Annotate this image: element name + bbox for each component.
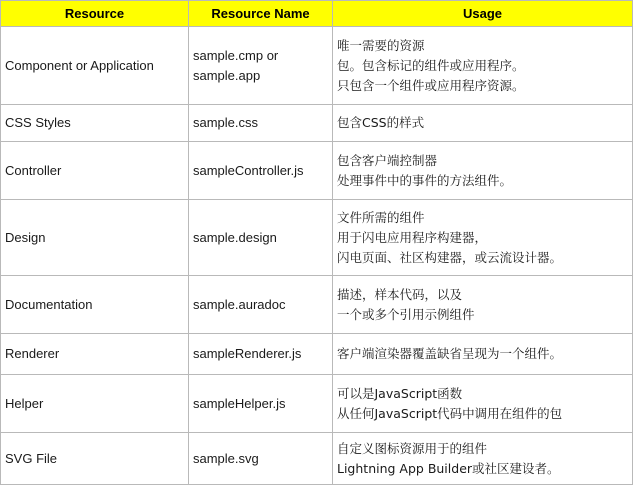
- resource-name-cell: [189, 433, 333, 485]
- table-row: [1, 142, 633, 200]
- resource-cell: SVG File: [1, 433, 189, 485]
- header-usage: Usage: [333, 1, 633, 27]
- resource-name-line: sample.css: [193, 115, 259, 130]
- usage-line: 包。包含标记的组件或应用程序。: [337, 57, 525, 73]
- resource-name-cell: [189, 200, 333, 276]
- usage-cell: [333, 105, 633, 142]
- resource-name-line: sample.auradoc: [193, 296, 286, 312]
- table-row: [1, 433, 633, 485]
- resource-cell: Documentation: [1, 276, 189, 334]
- usage-line: 可以是JavaScript函数: [337, 385, 463, 401]
- resource-name-line: sampleHelper.js: [193, 395, 286, 411]
- table-row: [1, 200, 633, 276]
- header-row: [1, 1, 633, 27]
- usage-cell: [333, 276, 633, 334]
- resource-name-cell: [189, 105, 333, 142]
- usage-line: 描述，样本代码，以及: [337, 286, 463, 302]
- resource-name-line: sample.app: [193, 67, 261, 83]
- resource-cell: Renderer: [1, 334, 189, 375]
- usage-cell: [333, 142, 633, 200]
- usage-line: 客户端渲染器覆盖缺省呈现为一个组件。: [337, 346, 563, 361]
- resource-name-cell: [189, 375, 333, 433]
- usage-cell: [333, 200, 633, 276]
- resource-cell: Controller: [1, 142, 189, 200]
- table-row: [1, 105, 633, 142]
- resource-name-cell: [189, 276, 333, 334]
- usage-cell: [333, 27, 633, 105]
- header-resource-name: Resource Name: [189, 1, 333, 27]
- usage-line: 用于闪电应用程序构建器，: [337, 229, 488, 245]
- usage-line: 一个或多个引用示例组件: [337, 306, 475, 322]
- usage-line: 包含CSS的样式: [337, 115, 425, 130]
- usage-line: 从任何JavaScript代码中调用在组件的包: [337, 405, 563, 421]
- table-row: [1, 334, 633, 375]
- table-row: [1, 375, 633, 433]
- resource-name-line: sample.cmp or: [193, 47, 279, 63]
- usage-line: 包含客户端控制器: [337, 152, 438, 168]
- usage-line: 只包含一个组件或应用程序资源。: [337, 77, 525, 93]
- usage-cell: [333, 433, 633, 485]
- resource-name-line: sampleRenderer.js: [193, 346, 302, 361]
- resource-name-line: sampleController.js: [193, 162, 304, 178]
- resource-cell: Design: [1, 200, 189, 276]
- usage-line: Lightning App Builder或社区建设者。: [337, 460, 560, 476]
- resource-name-line: sample.design: [193, 229, 277, 245]
- table-row: [1, 27, 633, 105]
- usage-line: 自定义图标资源用于的组件: [337, 440, 488, 456]
- usage-line: 文件所需的组件: [337, 209, 425, 225]
- resource-cell: CSS Styles: [1, 105, 189, 142]
- usage-cell: [333, 334, 633, 375]
- usage-cell: [333, 375, 633, 433]
- table-row: [1, 276, 633, 334]
- header-resource: Resource: [1, 1, 189, 27]
- resource-name-cell: [189, 334, 333, 375]
- usage-line: 闪电页面、社区构建器，或云流设计器。: [337, 249, 563, 265]
- resource-name-cell: [189, 27, 333, 105]
- resource-cell: Component or Application: [1, 27, 189, 105]
- resource-name-cell: [189, 142, 333, 200]
- usage-line: 处理事件中的事件的方法组件。: [337, 172, 513, 188]
- resource-name-line: sample.svg: [193, 450, 259, 466]
- resource-cell: Helper: [1, 375, 189, 433]
- usage-line: 唯一需要的资源: [337, 37, 425, 53]
